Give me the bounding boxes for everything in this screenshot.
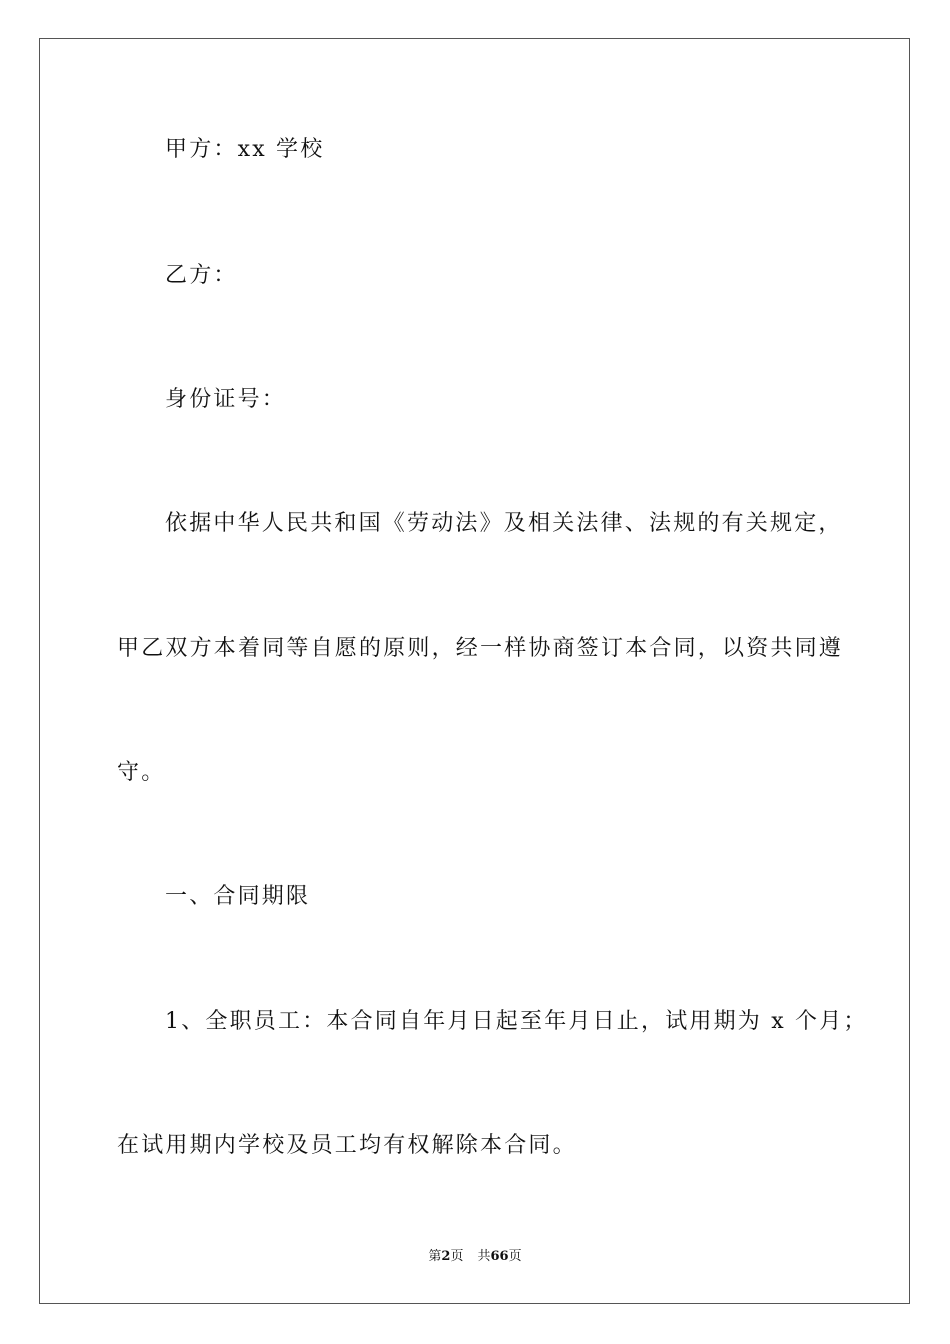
page-suffix: 页 <box>450 1249 464 1264</box>
preamble-line-1: 依据中华人民共和国《劳动法》及相关法律、法规的有关规定， <box>165 511 843 536</box>
party-a-line: 甲方：xx 学校 <box>165 137 325 162</box>
total-prefix: 共 <box>477 1249 491 1264</box>
party-b-line: 乙方： <box>165 263 238 288</box>
id-number-line: 身份证号： <box>165 387 287 412</box>
total-pages: 66 <box>490 1249 509 1264</box>
section-heading-contract-term: 一、合同期限 <box>165 884 311 909</box>
clause-1-line-2: 在试用期内学校及员工均有权解除本合同。 <box>117 1133 577 1158</box>
page-border <box>39 38 910 1304</box>
page-prefix: 第 <box>428 1249 442 1264</box>
preamble-line-3: 守。 <box>117 760 166 785</box>
page-footer <box>0 1248 950 1266</box>
clause-1-line-1: 1、全职员工：本合同自年月日起至年月日止，试用期为 x 个月； <box>165 1009 868 1034</box>
preamble-line-2: 甲乙双方本着同等自愿的原则，经一样协商签订本合同，以资共同遵 <box>117 636 844 661</box>
total-suffix: 页 <box>508 1249 522 1264</box>
page-number: 2 <box>441 1249 451 1264</box>
